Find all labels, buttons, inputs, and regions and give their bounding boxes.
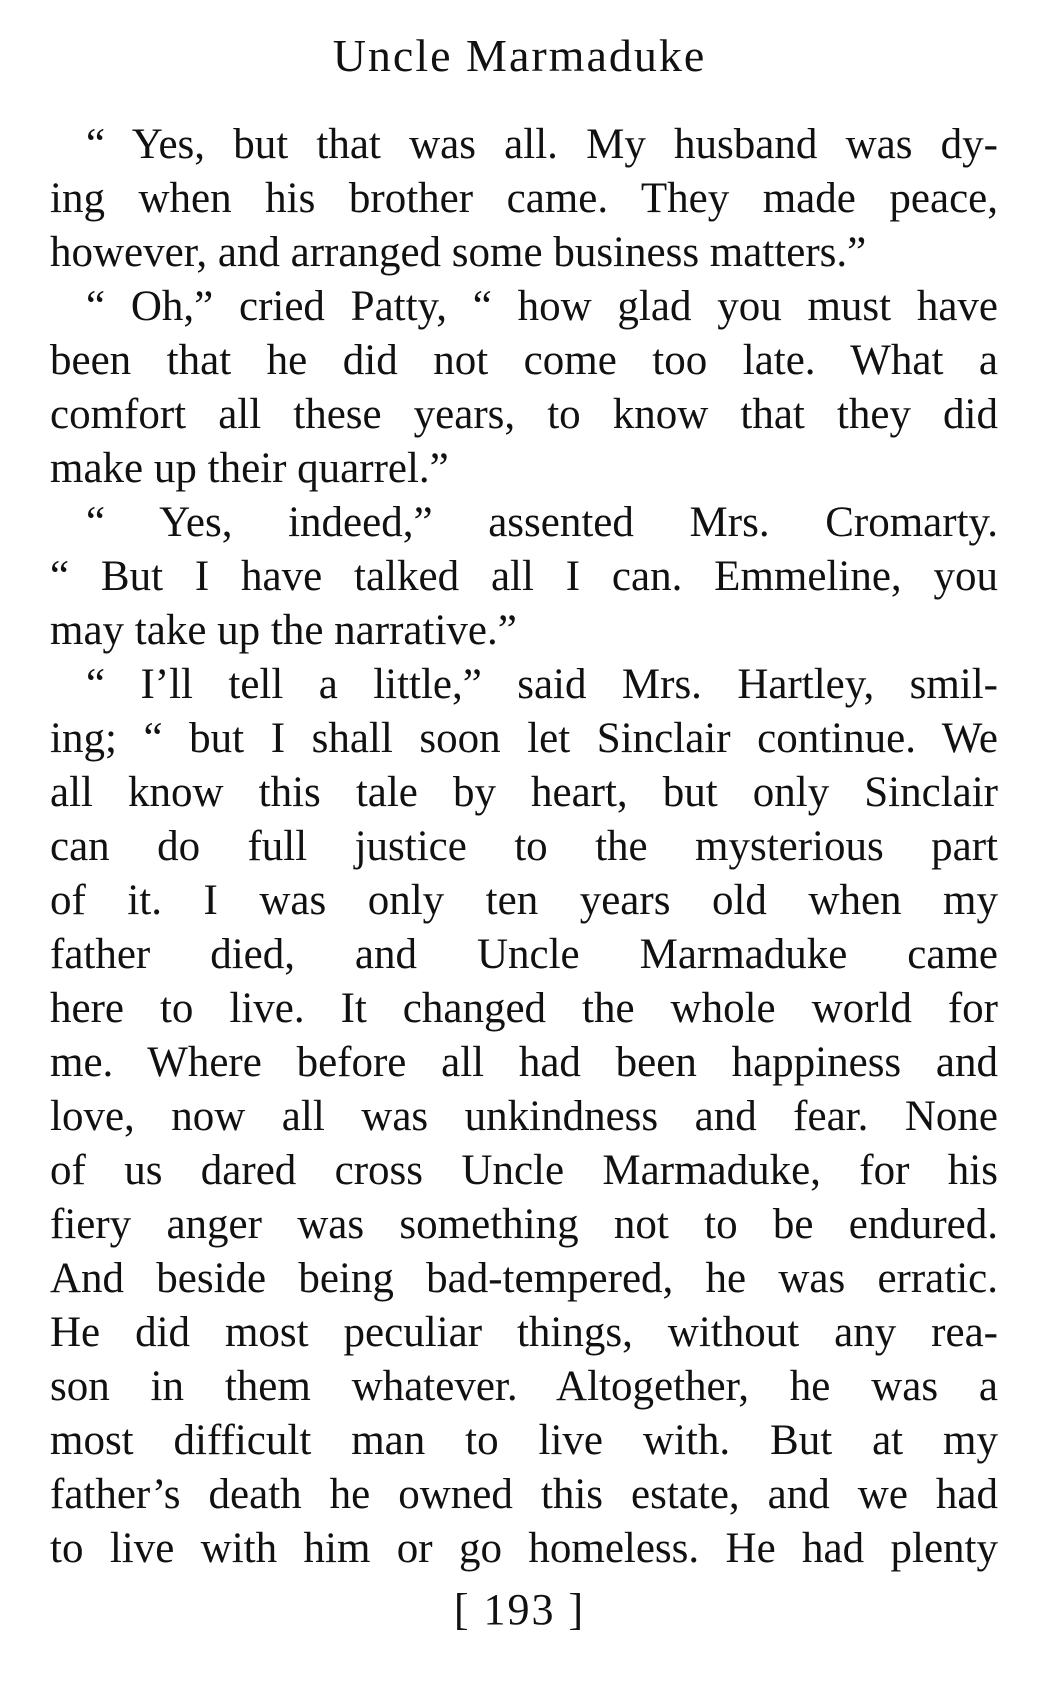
text-line: comfort all these years, to know that they did (50, 391, 998, 438)
text-line: here to live. It changed the whole world for (50, 985, 998, 1032)
text-line: all know this tale by heart, but only Sinclair (50, 769, 998, 816)
text-line: can do full justice to the mysterious part (50, 823, 998, 870)
text-line: make up their quarrel.” (50, 445, 449, 492)
text-line: He did most peculiar things, without any rea- (50, 1309, 998, 1356)
text-line: “ Oh,” cried Patty, “ how glad you must have (86, 283, 998, 330)
page-number: [ 193 ] (453, 1585, 586, 1634)
text-line: “ But I have talked all I can. Emmeline, you (50, 553, 998, 600)
body-text (50, 118, 998, 1576)
text-line: “ I’ll tell a little,” said Mrs. Hartley, smil- (86, 661, 998, 708)
text-line: father’s death he owned this estate, and we had (50, 1471, 998, 1518)
text-line: may take up the narrative.” (50, 607, 517, 654)
text-line: of us dared cross Uncle Marmaduke, for his (50, 1147, 998, 1194)
text-line: most difficult man to live with. But at my (50, 1417, 998, 1464)
running-head-title: Uncle Marmaduke (332, 30, 707, 81)
text-line: me. Where before all had been happiness and (50, 1039, 998, 1086)
text-line: ing when his brother came. They made peace, (50, 175, 998, 222)
text-line: “ Yes, but that was all. My husband was dy- (86, 121, 998, 168)
text-line: been that he did not come too late. What a (50, 337, 998, 384)
text-line: “ Yes, indeed,” assented Mrs. Cromarty. (86, 499, 998, 546)
text-line: of it. I was only ten years old when my (50, 877, 998, 924)
text-line: however, and arranged some business matters.” (50, 229, 867, 276)
text-line: father died, and Uncle Marmaduke came (50, 931, 998, 978)
text-line: ing; “ but I shall soon let Sinclair continue. We (50, 715, 998, 762)
text-line: fiery anger was something not to be endured. (50, 1201, 998, 1248)
text-line: son in them whatever. Altogether, he was a (50, 1363, 998, 1410)
text-line: to live with him or go homeless. He had plenty (50, 1525, 998, 1572)
text-line: love, now all was unkindness and fear. None (50, 1093, 998, 1140)
text-line: And beside being bad-tempered, he was erratic. (50, 1255, 998, 1302)
